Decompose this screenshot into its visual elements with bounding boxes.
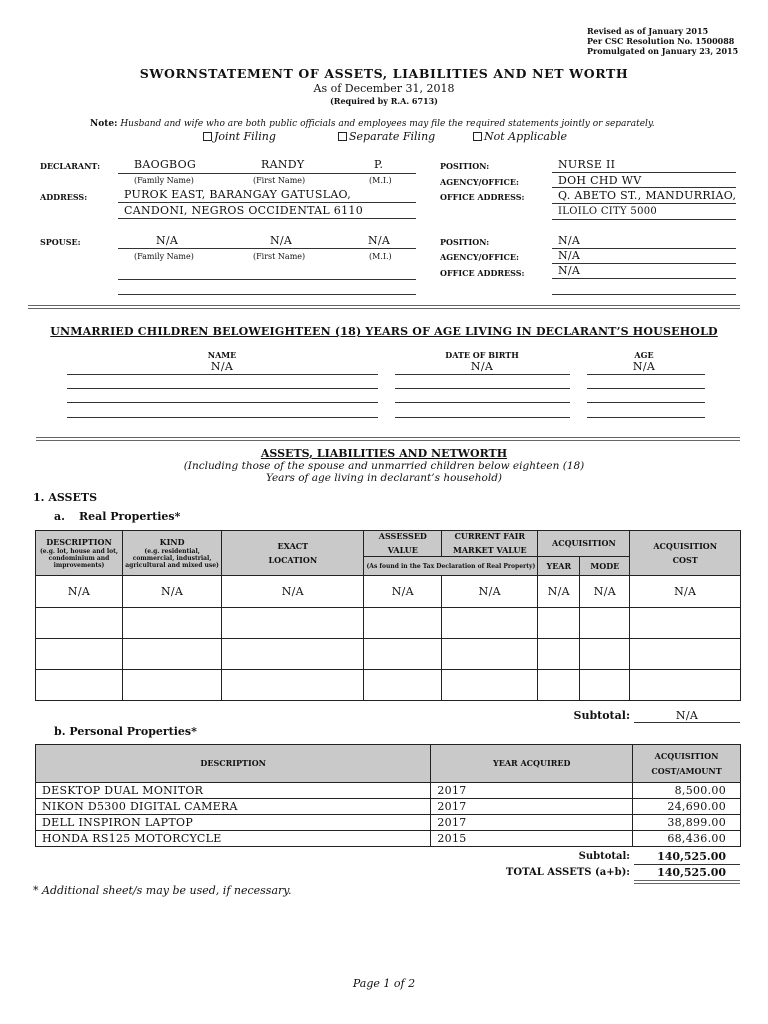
position-label: POSITION:: [440, 161, 490, 171]
pp-subtotal-value: 140,525.00: [657, 850, 726, 863]
rp-cell: N/A: [630, 576, 741, 608]
children-title: UNMARRIED CHILDREN BELOWEIGHTEEN (18) YEARS OF AGE LIVING IN DECLARANT’S HOUSEHOLD: [50, 325, 718, 338]
pp-cost: 24,690.00: [633, 799, 741, 815]
spouse-office-value: N/A: [558, 264, 581, 277]
rp-cell: N/A: [364, 576, 442, 608]
rp-header-kind: KIND (e.g. residential, commercial, industrial, agricultural and mixed use): [122, 531, 221, 576]
assets-subtitle-2: Years of age living in declarant’s household): [265, 472, 503, 484]
rp-cell: N/A: [122, 576, 221, 608]
pp-header-year: YEAR ACQUIRED: [431, 745, 633, 783]
agency-label: AGENCY/OFFICE:: [440, 177, 519, 187]
declarant-mi: P.: [374, 158, 384, 171]
spouse-agency-label: AGENCY/OFFICE:: [440, 252, 519, 262]
section-divider: [28, 305, 740, 309]
address-line-1: PUROK EAST, BARANGAY GATUSLAO,: [124, 188, 352, 201]
spouse-first-name: N/A: [270, 234, 293, 247]
real-properties-heading: a. Real Properties*: [54, 510, 181, 523]
page-title: SWORNSTATEMENT OF ASSETS, LIABILITIES AND NET WORTH: [139, 66, 629, 81]
note-label: Note:: [90, 119, 118, 129]
pp-year: 2017: [431, 815, 633, 831]
as-of-date: As of December 31, 2018: [313, 82, 455, 95]
table-row: [36, 639, 741, 670]
spouse-position-value: N/A: [558, 234, 581, 247]
resolution-text: Per CSC Resolution No. 1500088: [587, 36, 735, 46]
spouse-agency-value: N/A: [558, 249, 581, 262]
rp-header-mode: MODE: [580, 557, 630, 576]
pp-description: HONDA RS125 MOTORCYCLE: [36, 831, 431, 847]
address-label: ADDRESS:: [40, 192, 88, 202]
rp-cell: N/A: [580, 576, 630, 608]
table-row: [36, 576, 741, 608]
filing-option-separate[interactable]: Separate Filing: [338, 130, 435, 143]
real-properties-table: [35, 530, 741, 701]
assets-heading: 1. ASSETS: [33, 491, 98, 504]
revision-block: [587, 26, 738, 56]
spouse-office-label: OFFICE ADDRESS:: [440, 268, 525, 278]
pp-description: NIKON D5300 DIGITAL CAMERA: [36, 799, 431, 815]
rp-header-fair-value: CURRENT FAIR MARKET VALUE: [442, 531, 538, 557]
pp-year: 2017: [431, 783, 633, 799]
children-col-name: NAME: [207, 350, 237, 360]
children-col-dob: DATE OF BIRTH: [445, 350, 519, 360]
child-dob: N/A: [470, 360, 494, 373]
rp-header-value-note: (As found in the Tax Declaration of Real Property): [364, 557, 538, 576]
total-assets-value: 140,525.00: [657, 866, 726, 879]
declarant-first-name: RANDY: [261, 158, 305, 171]
table-row: [36, 608, 741, 639]
personal-properties-table: [35, 744, 741, 847]
pp-cost: 38,899.00: [633, 815, 741, 831]
office-address-line-2: ILOILO CITY 5000: [558, 206, 658, 217]
rp-subtotal-label: Subtotal:: [573, 709, 630, 722]
section-divider-2: [36, 437, 740, 441]
rp-header-cost: ACQUISITION COST: [630, 531, 741, 576]
child-age: N/A: [632, 360, 656, 373]
assets-subtitle-1: (Including those of the spouse and unmarried children below eighteen (18): [183, 460, 585, 472]
checkbox-icon[interactable]: [473, 132, 482, 141]
pp-year: 2015: [431, 831, 633, 847]
spouse-mi-caption: (M.I.): [369, 252, 392, 261]
filing-option-na[interactable]: Not Applicable: [473, 130, 567, 143]
assets-title: ASSETS, LIABILITIES AND NETWORTH: [260, 447, 508, 460]
pp-cost: 68,436.00: [633, 831, 741, 847]
revised-text: Revised as of January 2015: [587, 26, 709, 36]
mi-caption: (M.I.): [369, 176, 392, 185]
promulgated-text: Promulgated on January 23, 2015: [587, 46, 739, 56]
pp-header-cost: ACQUISITION COST/AMOUNT: [633, 745, 741, 783]
table-row: [36, 799, 741, 815]
pp-description: DESKTOP DUAL MONITOR: [36, 783, 431, 799]
checkbox-icon[interactable]: [338, 132, 347, 141]
rp-header-acquisition: ACQUISITION: [538, 531, 630, 557]
child-name: N/A: [210, 360, 234, 373]
rp-cell: N/A: [538, 576, 580, 608]
declarant-family-name: BAOGBOG: [134, 158, 197, 171]
table-row: [36, 670, 741, 701]
office-address-label: OFFICE ADDRESS:: [440, 192, 525, 202]
spouse-position-label: POSITION:: [440, 237, 490, 247]
spouse-family-name: N/A: [156, 234, 179, 247]
note-line: [90, 119, 655, 129]
spouse-label: SPOUSE:: [40, 237, 81, 247]
rp-cell: N/A: [36, 576, 123, 608]
spouse-mi: N/A: [368, 234, 391, 247]
declarant-label: DECLARANT:: [40, 161, 101, 171]
agency-value: DOH CHD WV: [558, 174, 642, 187]
pp-subtotal-label: Subtotal:: [578, 851, 630, 862]
rp-header-description: DESCRIPTION (e.g. lot, house and lot, condominium and improvements): [36, 531, 123, 576]
table-row: [36, 783, 741, 799]
address-line-2: CANDONI, NEGROS OCCIDENTAL 6110: [124, 204, 364, 217]
pp-header-description: DESCRIPTION: [36, 745, 431, 783]
rp-header-assessed: ASSESSED VALUE: [364, 531, 442, 557]
personal-properties-heading: b. Personal Properties*: [54, 725, 197, 738]
rp-subtotal-value: N/A: [675, 709, 699, 722]
pp-description: DELL INSPIRON LAPTOP: [36, 815, 431, 831]
filing-option-joint[interactable]: Joint Filing: [203, 130, 276, 143]
required-by: (Required by R.A. 6713): [330, 96, 438, 106]
additional-sheet-note: * Additional sheet/s may be used, if necessary.: [33, 884, 292, 897]
children-col-age: AGE: [634, 350, 654, 360]
office-address-line-1: Q. ABETO ST., MANDURRIAO,: [558, 189, 737, 202]
checkbox-icon[interactable]: [203, 132, 212, 141]
family-name-caption: (Family Name): [134, 176, 194, 185]
rp-cell: N/A: [222, 576, 364, 608]
rp-header-location: EXACT LOCATION: [222, 531, 364, 576]
page-number: Page 1 of 2: [352, 977, 416, 990]
pp-year: 2017: [431, 799, 633, 815]
position-value: NURSE II: [558, 158, 616, 171]
first-name-caption: (First Name): [253, 176, 306, 185]
rp-header-year: YEAR: [538, 557, 580, 576]
table-row: [36, 815, 741, 831]
table-row: [36, 831, 741, 847]
rp-cell: N/A: [442, 576, 538, 608]
total-assets-label: TOTAL ASSETS (a+b):: [505, 867, 630, 878]
pp-cost: 8,500.00: [633, 783, 741, 799]
spouse-first-caption: (First Name): [253, 252, 306, 261]
spouse-family-caption: (Family Name): [134, 252, 194, 261]
note-text: Husband and wife who are both public officials and employees may file the required statements jointly or separately.: [120, 119, 655, 129]
